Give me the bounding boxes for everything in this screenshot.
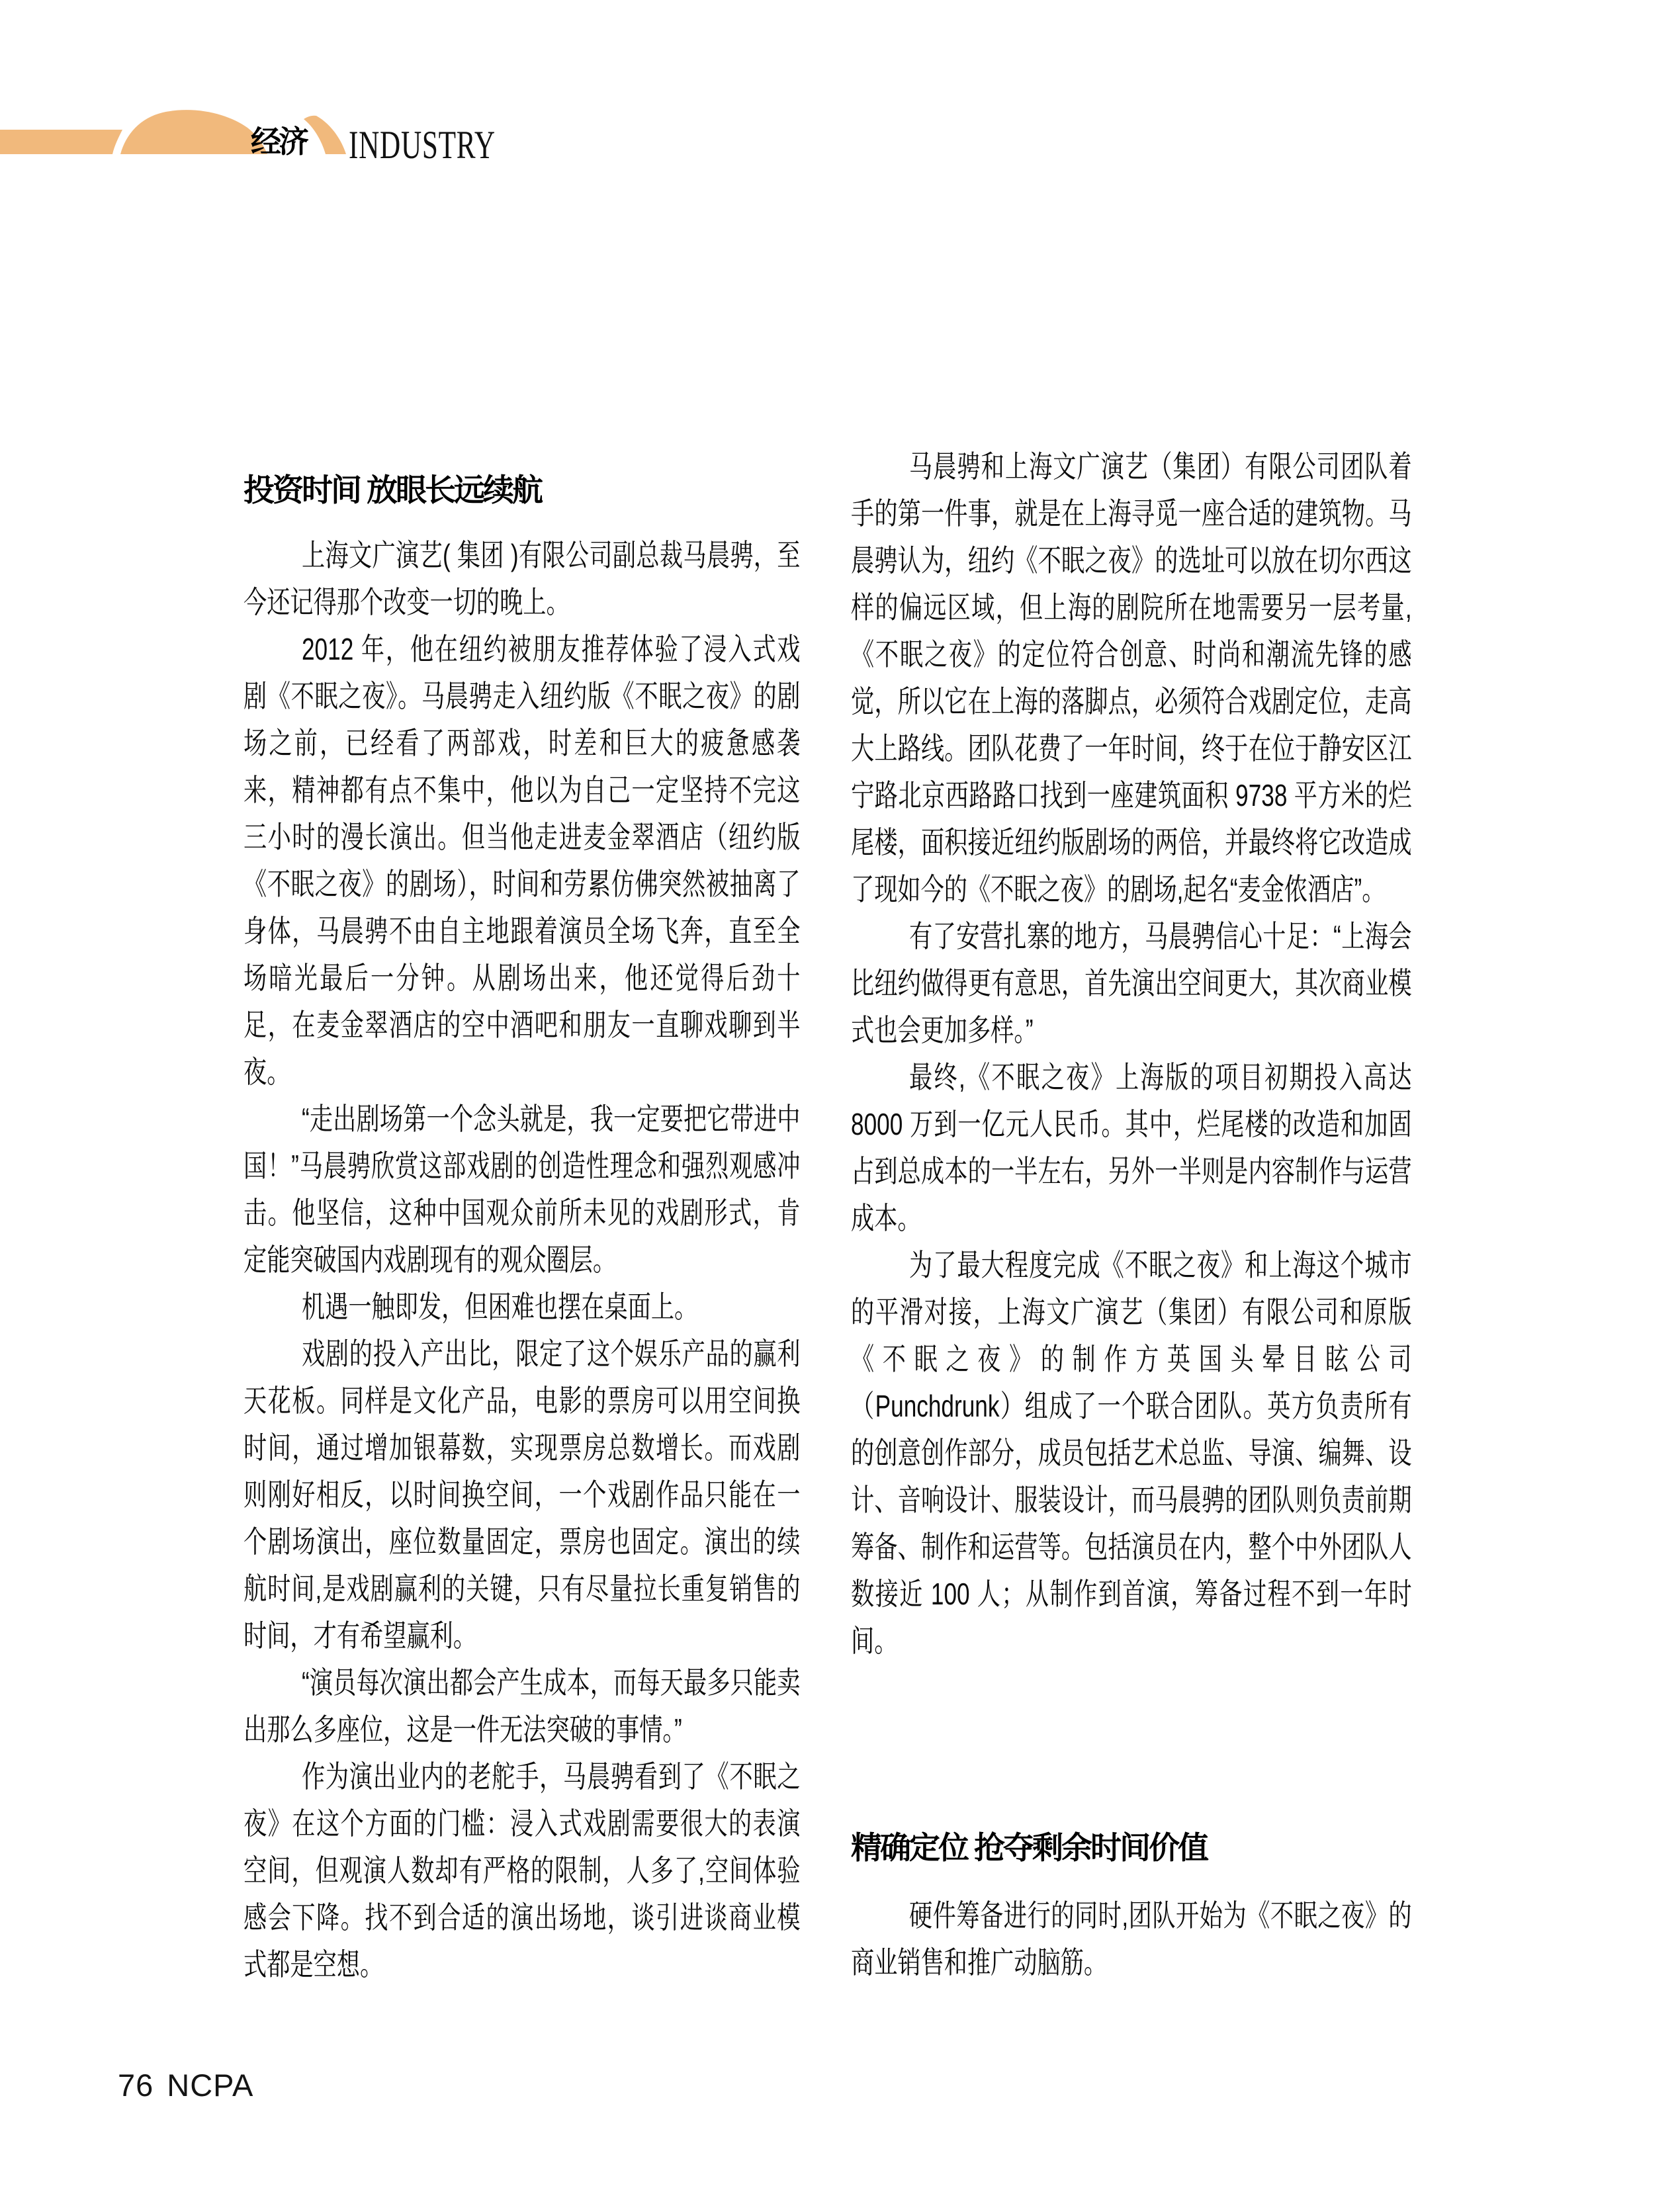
paragraph: 马晨骋和上海文广演艺（集团）有限公司团队着手的第一件事，就是在上海寻觅一座合适的建筑物。马晨骋认为，纽约《不眠之夜》的选址可以放在切尔西这样的偏远区域，但上海的剧院所在地需要另一层考量,《不眠之夜》的定位符合创意、时尚和潮流先锋的感觉，所以它在上海的落脚点，必须符合戏剧定位，走高大上路线。团队花费了一年时间，终于在位于静安区江宁路北京西路路口找到一座建筑面积 9738 平方米的烂尾楼，面积接近纽约版剧场的两倍，并最终将它改造成了现如今的《不眠之夜》的剧场,起名“麦金侬酒店”。 [851,449,1412,906]
right-column-upper [851,443,1412,1665]
paragraph: 有了安营扎寨的地方，马晨骋信心十足：“上海会比纽约做得更有意思，首先演出空间更大，其次商业模式也会更加多样。” [851,919,1412,1047]
section-label-cn: 经济 [251,124,306,159]
paragraph: 硬件筹备进行的同时,团队开始为《不眠之夜》的商业销售和推广动脑筋。 [851,1898,1412,1980]
left-column [243,532,801,1988]
paragraph: 2012 年，他在纽约被朋友推荐体验了浸入式戏剧《不眠之夜》。马晨骋走入纽约版《不眠之夜》的剧场之前，已经看了两部戏，时差和巨大的疲惫感袭来，精神都有点不集中，他以为自己一定坚持不完这三小时的漫长演出。但当他走进麦金翠酒店（纽约版《不眠之夜》的剧场），时间和劳累仿佛突然被抽离了身体，马晨骋不由自主地跟着演员全场飞奔，直至全场暗光最后一分钟。从剧场出来，他还觉得后劲十足，在麦金翠酒店的空中酒吧和朋友一直聊戏聊到半夜。 [243,632,801,1089]
paragraph: 上海文广演艺( 集团 )有限公司副总裁马晨骋，至今还记得那个改变一切的晚上。 [243,538,801,619]
paragraph: 戏剧的投入产出比，限定了这个娱乐产品的赢利天花板。同样是文化产品，电影的票房可以用空间换时间，通过增加银幕数，实现票房总数增长。而戏剧则刚好相反，以时间换空间，一个戏剧作品只能在一个剧场演出，座位数量固定，票房也固定。演出的续航时间,是戏剧赢利的关键，只有尽量拉长重复销售的时间，才有希望赢利。 [243,1336,801,1653]
section-label-en-wrap [349,125,496,165]
page-footer [118,2070,253,2101]
section-label-en: INDUSTRY [349,123,496,167]
paragraph: “演员每次演出都会产生成本，而每天最多只能卖出那么多座位，这是一件无法突破的事情。” [243,1665,801,1747]
swoosh-bar [0,130,122,154]
paragraph: 最终,《不眠之夜》上海版的项目初期投入高达 8000 万到一亿元人民币。其中，烂尾楼的改造和加固占到总成本的一半左右，另外一半则是内容制作与运营成本。 [851,1060,1412,1235]
article-heading-precise-positioning: 精确定位 抢夺剩余时间价值 [851,1830,1208,1865]
paragraph: 机遇一触即发，但困难也摆在桌面上。 [301,1290,698,1324]
journal-code: NCPA [167,2068,254,2103]
swoosh-dome [120,110,267,154]
right-column-lower [851,1892,1412,1986]
paragraph: 为了最大程度完成《不眠之夜》和上海这个城市的平滑对接，上海文广演艺（集团）有限公司和原版《不眠之夜》的制作方英国头晕目眩公司（Punchdrunk）组成了一个联合团队。英方负责所有的创意创作部分，成员包括艺术总监、导演、编舞、设计、音响设计、服装设计，而马晨骋的团队则负责前期筹备、制作和运营等。包括演员在内，整个中外团队人数接近 100 人；从制作到首演，筹备过程不到一年时间。 [851,1248,1412,1658]
paragraph: 作为演出业内的老舵手，马晨骋看到了《不眠之夜》在这个方面的门槛：浸入式戏剧需要很大的表演空间，但观演人数却有严格的限制，人多了,空间体验感会下降。找不到合适的演出场地，谈引进谈商业模式都是空想。 [243,1759,801,1982]
page-number: 76 [118,2068,154,2103]
swoosh-crescent [304,116,346,154]
paragraph: “走出剧场第一个念头就是，我一定要把它带进中国！”马晨骋欣赏这部戏剧的创造性理念和强烈观感冲击。他坚信，这种中国观众前所未见的戏剧形式，肯定能突破国内戏剧现有的观众圈层。 [243,1102,801,1277]
article-heading-investment-time: 投资时间 放眼长远续航 [243,472,542,507]
